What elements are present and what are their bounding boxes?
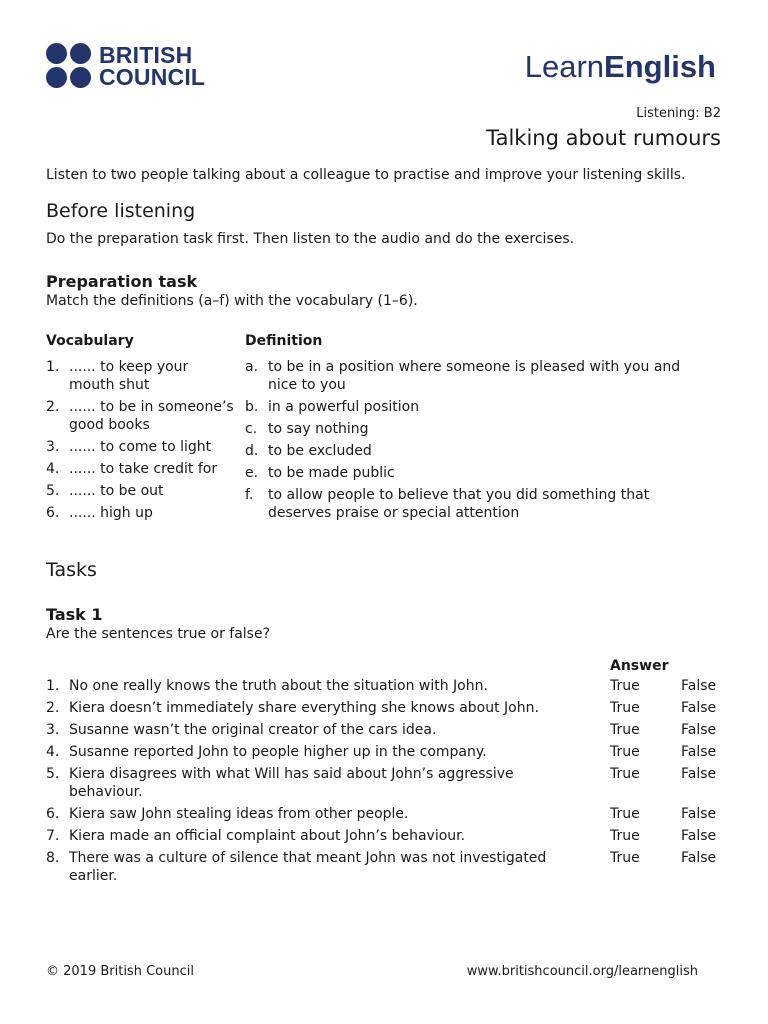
false-option[interactable]: False: [681, 850, 717, 866]
item-number: 6.: [46, 806, 60, 822]
item-number: f.: [245, 487, 254, 503]
definition-header: Definition: [245, 333, 323, 349]
item-text-line: to say nothing: [268, 421, 369, 437]
item-text-line: ...... high up: [69, 505, 153, 521]
item-text-line: Kiera made an official complaint about John’s behaviour.: [69, 828, 466, 844]
true-option[interactable]: True: [610, 722, 640, 738]
item-text-line: to allow people to believe that you did something that: [268, 487, 650, 503]
item-text-line: to be excluded: [268, 443, 372, 459]
false-option[interactable]: False: [681, 722, 717, 738]
item-text: [69, 699, 539, 717]
false-option[interactable]: False: [681, 766, 717, 782]
item-text: [69, 743, 487, 761]
vocabulary-header: Vocabulary: [46, 333, 134, 349]
item-text-line: ...... to be out: [69, 483, 164, 499]
item-text: [69, 677, 488, 695]
item-text-line: Kiera disagrees with what Will has said about John’s aggressive: [69, 766, 514, 782]
item-number: 5.: [46, 766, 60, 782]
item-text: [69, 398, 234, 434]
item-text-line: deserves praise or special attention: [268, 505, 520, 521]
task1-heading: Task 1: [46, 605, 103, 624]
item-number: 5.: [46, 483, 60, 499]
intro-text: Listen to two people talking about a colleague to practise and improve your listening skills.: [46, 167, 686, 183]
item-text-line: No one really knows the truth about the situation with John.: [69, 678, 488, 694]
item-text-line: ...... to take credit for: [69, 461, 218, 477]
item-number: b.: [245, 399, 259, 415]
british-council-logo: [46, 43, 205, 89]
item-text: [268, 358, 680, 394]
item-text: [69, 765, 514, 801]
item-text: [69, 504, 153, 522]
item-text-line: mouth shut: [69, 377, 150, 393]
false-option[interactable]: False: [681, 678, 717, 694]
false-option[interactable]: False: [681, 806, 717, 822]
item-text: [69, 827, 465, 845]
copyright: © 2019 British Council: [46, 964, 194, 979]
true-option[interactable]: True: [610, 828, 640, 844]
item-number: 3.: [46, 722, 60, 738]
item-number: 4.: [46, 461, 60, 477]
true-option[interactable]: True: [610, 850, 640, 866]
item-text: [69, 849, 546, 885]
item-text: [268, 486, 649, 522]
item-text: [268, 464, 395, 482]
item-text-line: good books: [69, 417, 150, 433]
false-option[interactable]: False: [681, 700, 717, 716]
item-text-line: in a powerful position: [268, 399, 420, 415]
tasks-heading: Tasks: [46, 559, 97, 581]
item-number: 1.: [46, 359, 60, 375]
footer-url[interactable]: www.britishcouncil.org/learnenglish: [466, 964, 698, 979]
item-text: [69, 358, 188, 394]
item-number: 1.: [46, 678, 60, 694]
item-text-line: Susanne wasn’t the original creator of the cars idea.: [69, 722, 437, 738]
item-text-line: There was a culture of silence that meant John was not investigated: [69, 850, 547, 866]
page-title: Talking about rumours: [486, 126, 721, 150]
item-text-line: nice to you: [268, 377, 346, 393]
before-listening-heading: Before listening: [46, 200, 196, 222]
item-text-line: Kiera doesn’t immediately share everything she knows about John.: [69, 700, 539, 716]
item-text: [268, 442, 372, 460]
item-text: [69, 460, 217, 478]
true-option[interactable]: True: [610, 700, 640, 716]
item-number: a.: [245, 359, 259, 375]
false-option[interactable]: False: [681, 828, 717, 844]
true-option[interactable]: True: [610, 744, 640, 760]
item-number: c.: [245, 421, 258, 437]
true-option[interactable]: True: [610, 678, 640, 694]
item-text-line: Kiera saw John stealing ideas from other people.: [69, 806, 409, 822]
preparation-instructions: Match the definitions (a–f) with the vocabulary (1–6).: [46, 293, 418, 309]
item-text: [268, 420, 369, 438]
item-text-line: ...... to keep your: [69, 359, 189, 375]
preparation-task-heading: Preparation task: [46, 272, 198, 291]
item-text-line: to be in a position where someone is pleased with you and: [268, 359, 681, 375]
logo-dots-icon: [46, 43, 92, 89]
item-text-line: ...... to be in someone’s: [69, 399, 234, 415]
item-number: 6.: [46, 505, 60, 521]
item-text: [268, 398, 419, 416]
true-option[interactable]: True: [610, 766, 640, 782]
item-text: [69, 805, 409, 823]
item-text-line: to be made public: [268, 465, 395, 481]
item-number: d.: [245, 443, 259, 459]
learnenglish-brand: LearnEnglish: [524, 49, 716, 84]
item-text-line: ...... to come to light: [69, 439, 212, 455]
item-text-line: behaviour.: [69, 784, 143, 800]
item-number: 2.: [46, 399, 60, 415]
item-text-line: earlier.: [69, 868, 118, 884]
before-listening-text: Do the preparation task first. Then listen to the audio and do the exercises.: [46, 231, 575, 247]
level-label: Listening: B2: [636, 106, 721, 121]
item-text: [69, 438, 211, 456]
item-number: 2.: [46, 700, 60, 716]
answer-header: Answer: [610, 658, 669, 674]
item-number: e.: [245, 465, 259, 481]
task1-instructions: Are the sentences true or false?: [46, 626, 271, 642]
item-number: 7.: [46, 828, 60, 844]
logo-text: BRITISH COUNCIL: [99, 42, 206, 90]
false-option[interactable]: False: [681, 744, 717, 760]
true-option[interactable]: True: [610, 806, 640, 822]
item-text: [69, 482, 164, 500]
item-text: [69, 721, 436, 739]
item-text-line: Susanne reported John to people higher up in the company.: [69, 744, 487, 760]
item-number: 3.: [46, 439, 60, 455]
item-number: 4.: [46, 744, 60, 760]
item-number: 8.: [46, 850, 60, 866]
